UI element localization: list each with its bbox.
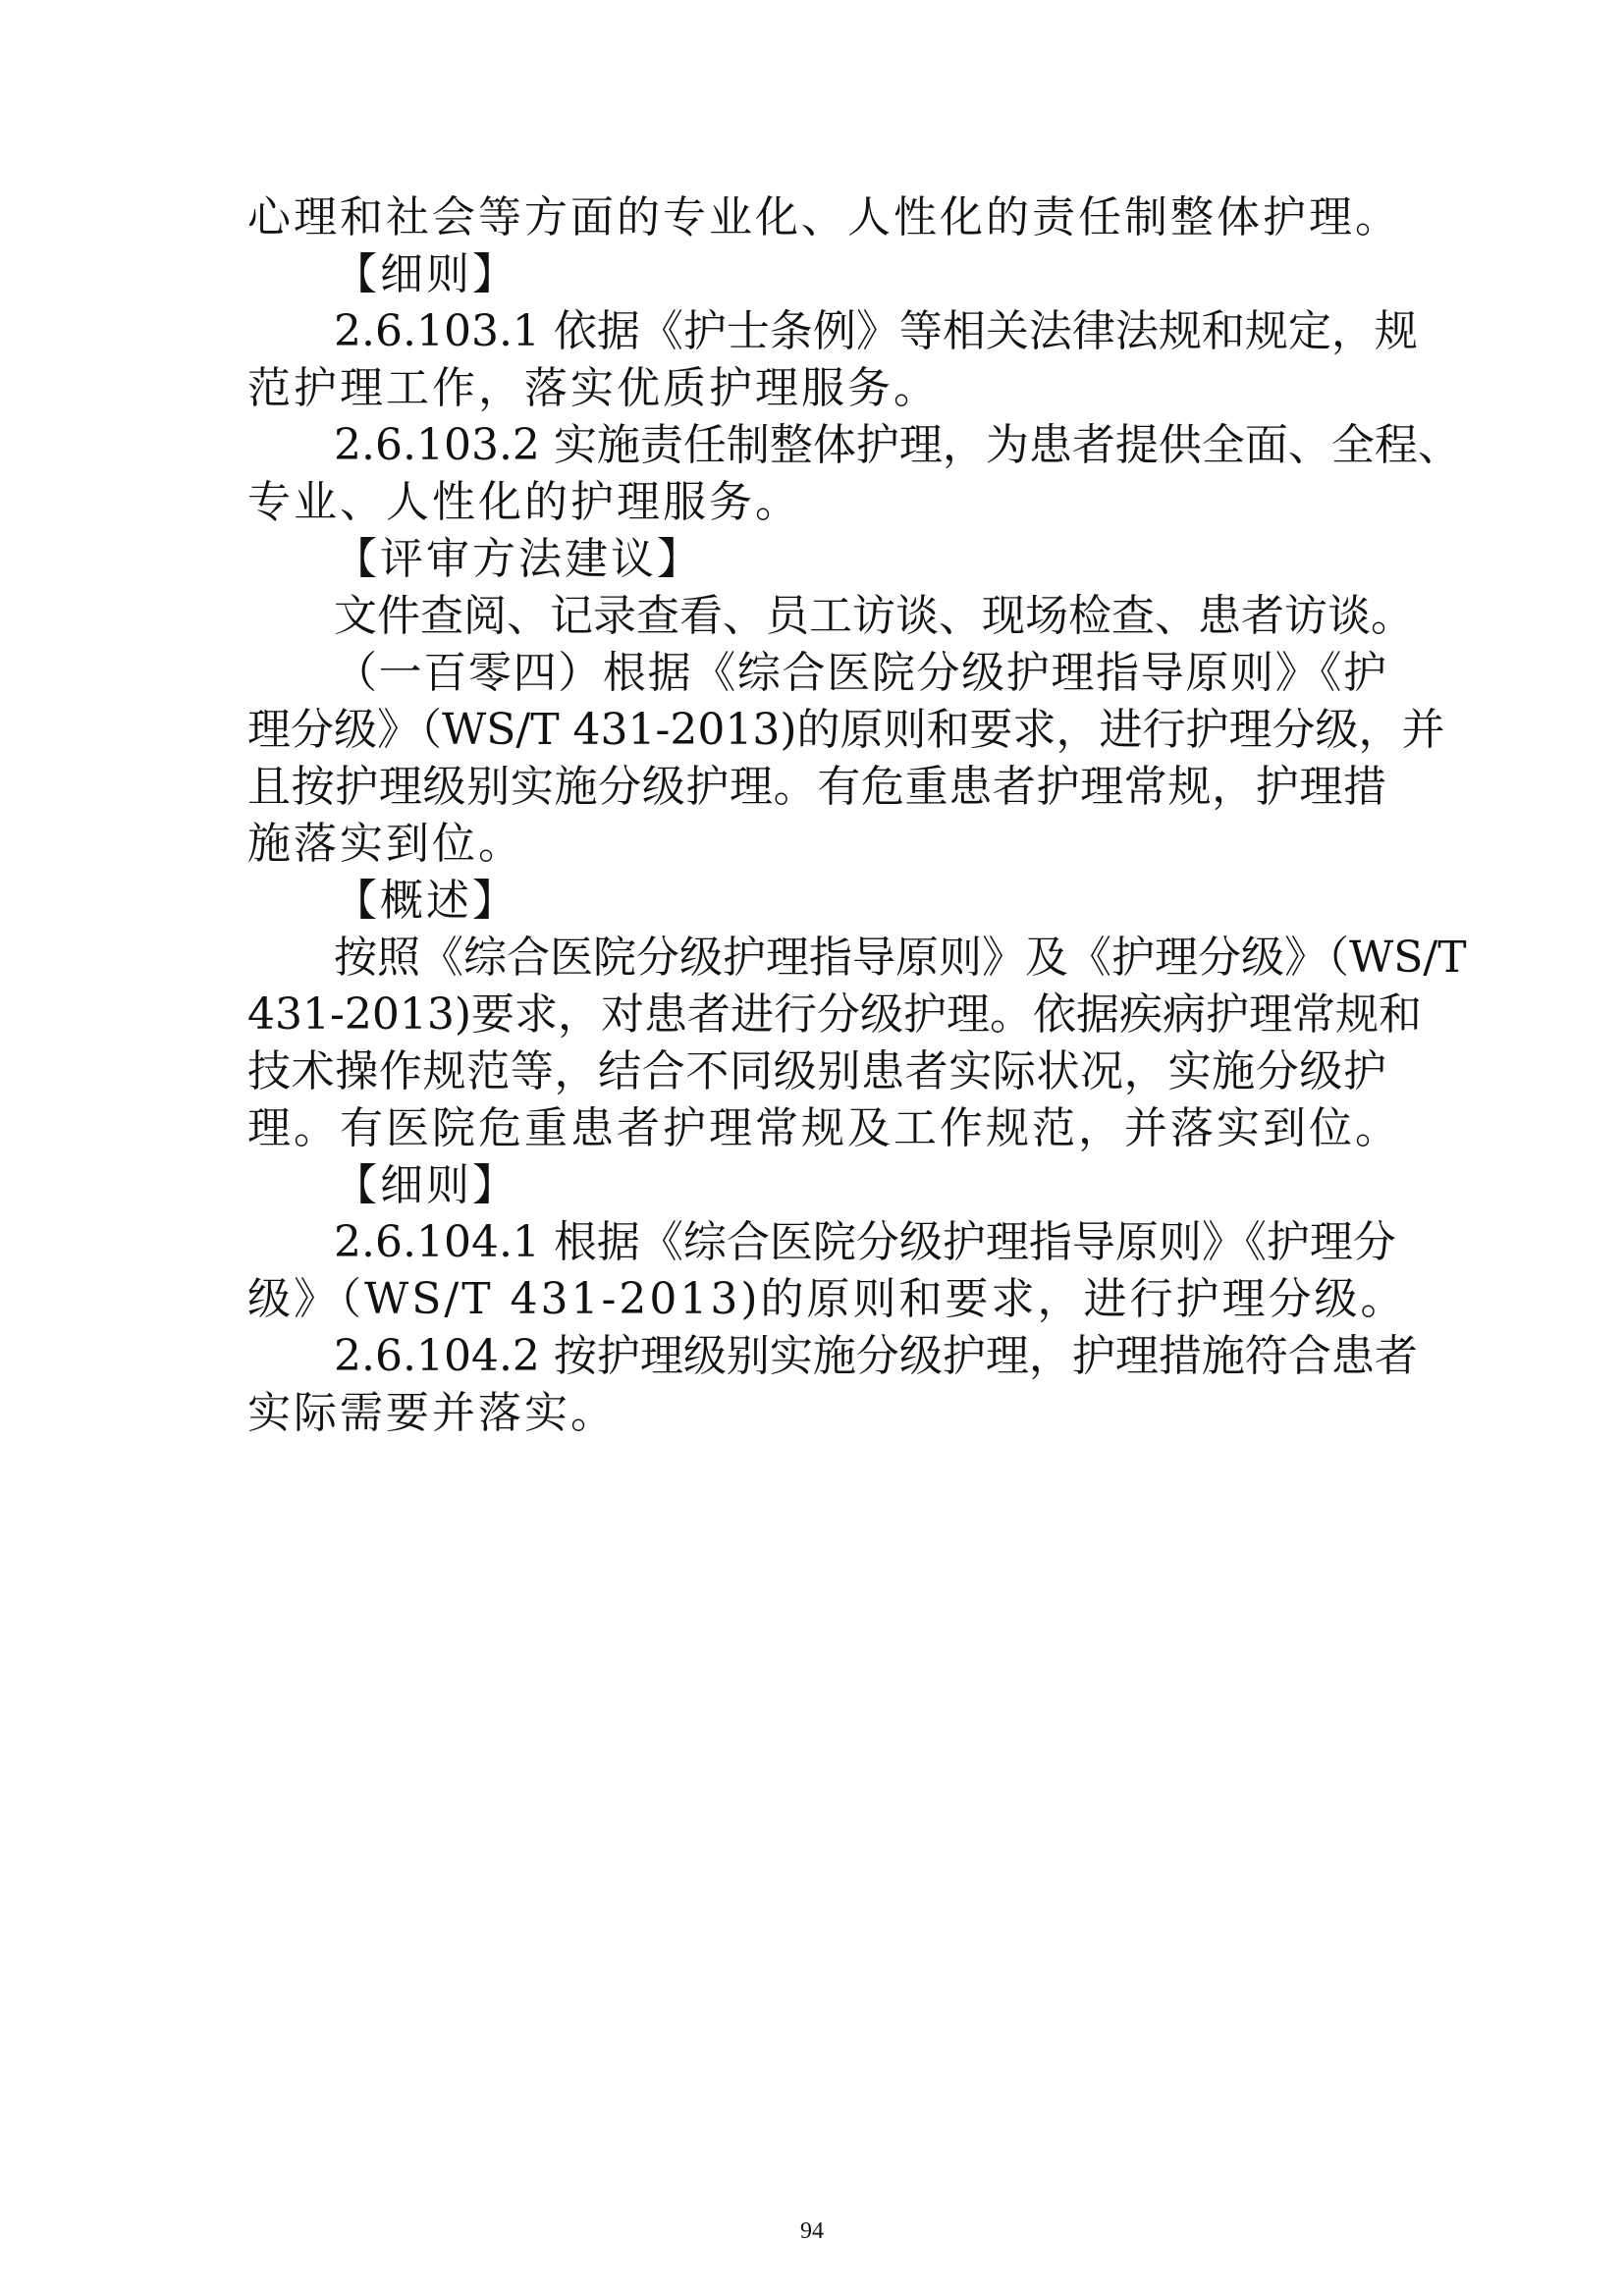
paragraph-line: 级》（WS/T 431-2013)的原则和要求，进行护理分级。 — [247, 1274, 1407, 1324]
section-heading-details: 【细则】 — [334, 249, 518, 299]
paragraph-line: 心理和社会等方面的专业化、人性化的责任制整体护理。 — [247, 192, 1401, 242]
section-heading-overview: 【概述】 — [334, 876, 518, 926]
paragraph-line: 且按护理级别实施分级护理。有危重患者护理常规，护理措 — [247, 762, 1386, 812]
section-heading-review-method: 【评审方法建议】 — [334, 534, 703, 584]
paragraph-line: 文件查阅、记录查看、员工访谈、现场检查、患者访谈。 — [334, 591, 1414, 641]
paragraph-line: 理分级》（WS/T 431-2013)的原则和要求，进行护理分级，并 — [247, 705, 1445, 755]
paragraph-line: 2.6.103.2 实施责任制整体护理，为患者提供全面、全程、 — [334, 420, 1461, 470]
section-heading-details: 【细则】 — [334, 1160, 518, 1210]
paragraph-line: 按照《综合医院分级护理指导原则》及《护理分级》（WS/T — [334, 933, 1467, 983]
paragraph-line: 技术操作规范等，结合不同级别患者实际状况，实施分级护 — [247, 1046, 1386, 1096]
paragraph-line: 实际需要并落实。 — [247, 1388, 617, 1438]
clause-heading-line: （一百零四）根据《综合医院分级护理指导原则》《护 — [334, 648, 1386, 698]
paragraph-line: 431-2013)要求，对患者进行分级护理。依据疾病护理常规和 — [247, 989, 1422, 1040]
paragraph-line: 施落实到位。 — [247, 819, 524, 869]
paragraph-line: 2.6.104.2 按护理级别实施分级护理，护理措施符合患者 — [334, 1331, 1418, 1381]
paragraph-line: 范护理工作，落实优质护理服务。 — [247, 363, 940, 413]
paragraph-line: 2.6.103.1 依据《护士条例》等相关法律法规和规定，规 — [334, 306, 1418, 356]
paragraph-line: 理。有医院危重患者护理常规及工作规范，并落实到位。 — [247, 1103, 1401, 1153]
paragraph-line: 专业、人性化的护理服务。 — [247, 477, 801, 527]
page-number: 94 — [800, 2218, 824, 2244]
paragraph-line: 2.6.104.1 根据《综合医院分级护理指导原则》《护理分 — [334, 1217, 1396, 1267]
